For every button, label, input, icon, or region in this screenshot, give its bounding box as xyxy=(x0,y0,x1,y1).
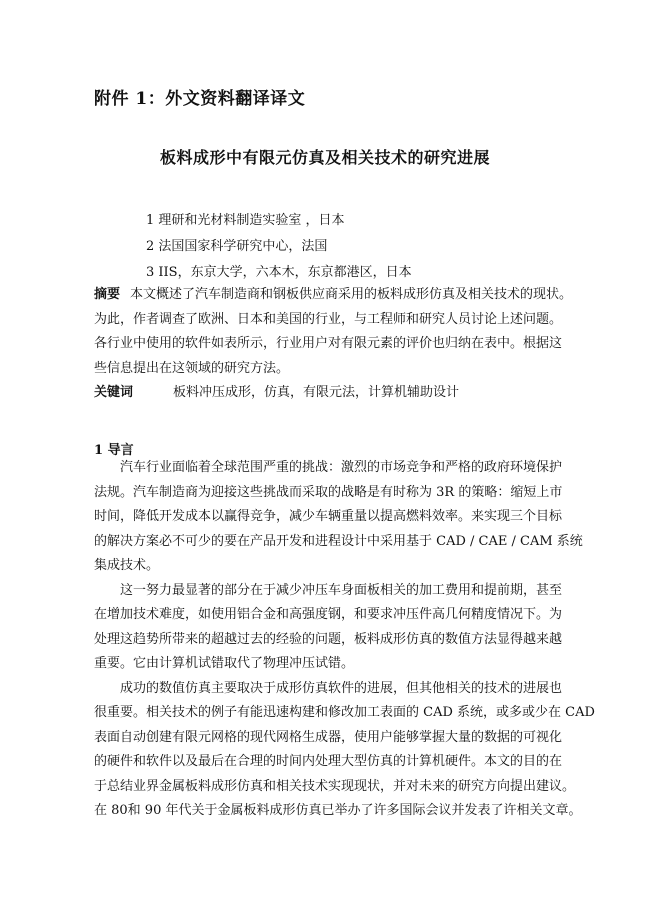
paragraph-line: 重要。它由计算机试错取代了物理冲压试错。 xyxy=(94,656,355,671)
paper-title: 板料成形中有限元仿真及相关技术的研究进展 xyxy=(159,148,490,167)
paragraph-line: 时间，降低开发成本以赢得竞争，减少车辆重量以提高燃料效率。来实现三个目标 xyxy=(94,509,563,524)
abstract-line: 为此，作者调查了欧洲、日本和美国的行业，与工程师和研究人员讨论上述问题。 xyxy=(94,311,563,327)
paragraph-line: 这一努力最显著的部分在于减少冲压车身面板相关的加工费用和提前期，甚至 xyxy=(120,582,563,598)
paragraph-line: 集成技术。 xyxy=(94,558,160,573)
paragraph-line: 在 80和 90 年代关于金属板料成形仿真已举办了许多国际会议并发表了许相关文章。 xyxy=(94,803,582,818)
abstract-block xyxy=(94,283,573,406)
paragraph-line: 的硬件和软件以及最后在合理的时间内处理大型仿真的计算机硬件。本文的目的在 xyxy=(94,754,563,769)
paragraph-line: 法规。汽车制造商为迎接这些挑战而采取的战略是有时称为 3R 的策略：缩短上市 xyxy=(94,484,563,500)
attachment-heading: 附件 1：外文资料翻译译文 xyxy=(94,89,306,109)
abstract-line: 各行业中使用的软件如表所示，行业用户对有限元素的评价也归纳在表中。根据这 xyxy=(94,336,563,351)
keywords-text: 板料冲压成形，仿真，有限元法，计算机辅助设计 xyxy=(173,385,460,400)
affiliation-1: 1 理研和光材料制造实验室 ，日本 xyxy=(146,213,345,228)
paragraph-line: 的解决方案必不可少的要在产品开发和进程设计中采用基于 CAD / CAE / CAM 系统 xyxy=(94,533,583,549)
paragraph-line: 成功的数值仿真主要取决于成形仿真软件的进展，但其他相关的技术的进展也 xyxy=(120,680,563,696)
paragraph-line: 很重要。相关技术的例子有能迅速构建和修改加工表面的 CAD 系统，或多或少在 CAD xyxy=(94,705,595,720)
keywords-label: 关键词 xyxy=(94,385,134,400)
section-heading: 1 导言 xyxy=(94,443,134,458)
keywords-line xyxy=(94,381,564,406)
section-body xyxy=(94,456,595,824)
abstract-line: 摘要 本文概述了汽车制造商和钢板供应商采用的板料成形仿真及相关技术的现状。 xyxy=(94,287,573,302)
abstract-label: 摘要 xyxy=(94,287,121,302)
paragraph-line: 在增加技术难度，如使用铝合金和高强度钢，和要求冲压件高几何精度情况下。为 xyxy=(94,607,563,622)
paragraph-line: 于总结业界金属板料成形仿真和相关技术实现现状，并对未来的研究方向提出建议。 xyxy=(94,778,576,794)
affiliation-2: 2 法国国家科学研究中心，法国 xyxy=(146,239,328,254)
paragraph-line: 汽车行业面临着全球范围严重的挑战：激烈的市场竞争和严格的政府环境保护 xyxy=(120,460,563,475)
abstract-line: 些信息提出在这领域的研究方法。 xyxy=(94,360,290,376)
paragraph-line: 表面自动创建有限元网格的现代网格生成器，使用户能够掌握大量的数据的可视化 xyxy=(94,729,563,745)
affiliation-3: 3 IIS，东京大学，六本木，东京都港区，日本 xyxy=(146,265,412,280)
paragraph-line: 处理这趋势所带来的超越过去的经验的问题，板料成形仿真的数值方法显得越来越 xyxy=(94,631,563,647)
